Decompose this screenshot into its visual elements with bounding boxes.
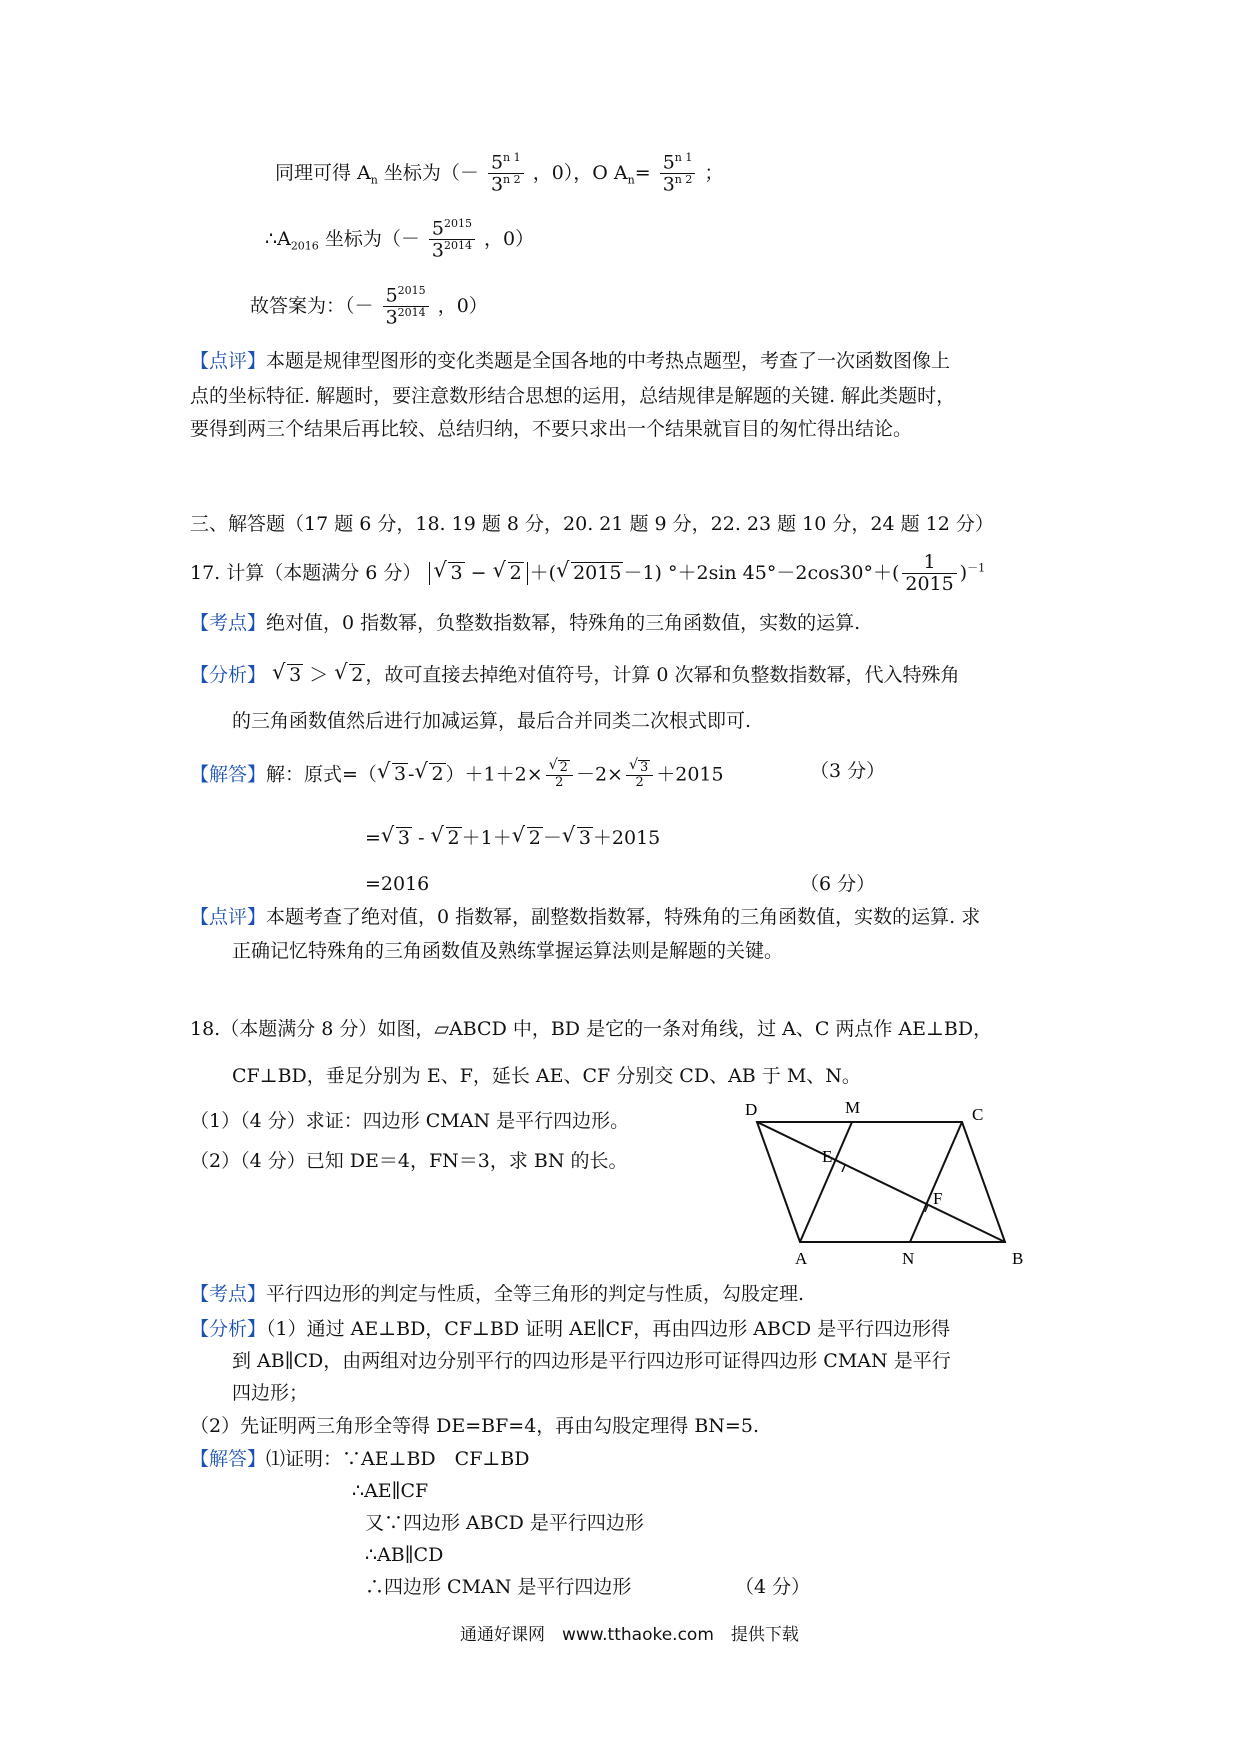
fraction-1-2015: $\frac{1}{2015}$ bbox=[902, 553, 956, 595]
section-heading: 三、解答题（17 题 6 分，18. 19 题 8 分，20. 21 题 9 分，22. 23 题 10 分，24 题 12 分） bbox=[190, 513, 994, 535]
q17-kaodian: 【考点】绝对值，0 指数幂，负整数指数幂，特殊角的三角函数值，实数的运算. bbox=[190, 612, 861, 634]
comment-tag: 【点评】 bbox=[190, 350, 267, 372]
comment-1-line-3: 要得到两三个结果后再比较、总结归纳，不要只求出一个结果就盲目的匆忙得出结论。 bbox=[190, 418, 913, 440]
segment-cn bbox=[910, 1122, 962, 1242]
q18-jieda-2: ∴AE∥CF bbox=[352, 1480, 429, 1502]
comment-1-line-1: 【点评】本题是规律型图形的变化类题是全国各地的中考热点题型，考查了一次函数图像上 bbox=[190, 350, 951, 372]
fraction-5-2015-3-2014: $\frac{5^{2015}}{3^{2014}}$ bbox=[429, 218, 475, 261]
q18-fenxi-2: 到 AB∥CD，由两组对边分别平行的四边形是平行四边形可证得四边形 CMAN 是平行 bbox=[232, 1350, 951, 1372]
label-a: A bbox=[795, 1249, 808, 1268]
q17-fenxi-2: 的三角函数值然后进行加减运算，最后合并同类二次根式即可. bbox=[232, 710, 752, 732]
q18-jieda-5: ∴四边形 CMAN 是平行四边形 bbox=[365, 1576, 632, 1598]
fraction-oan: $\frac{5^{n 1}}{3^{n 2}}$ bbox=[660, 152, 696, 195]
label-d: D bbox=[745, 1100, 758, 1119]
label-b: B bbox=[1012, 1249, 1024, 1268]
line-an-coordinate: 同理可得 $A_n$ 坐标为（－ $\frac{5^{n 1}}{3^{n 2}}$ ，0），O $A_n=$ $\frac{5^{n 1}}{3^{n 2}}$ ； bbox=[275, 151, 724, 196]
q18-problem-1: 18.（本题满分 8 分）如图，▱ABCD 中，BD 是它的一条对角线，过 A、C 两点作 AE⊥BD， bbox=[190, 1018, 993, 1040]
q18-fenxi-3: 四边形； bbox=[232, 1382, 309, 1404]
fraction-answer: $\frac{5^{2015}}{3^{2014}}$ bbox=[383, 285, 429, 328]
line-a2016-coordinate: $\therefore A_{2016}$ 坐标为（－ $\frac{5^{2015}}{3^{2014}}$ ，0） bbox=[265, 217, 535, 262]
label-f: F bbox=[933, 1189, 943, 1208]
q18-score-4: （4 分） bbox=[735, 1576, 811, 1598]
label-m: M bbox=[845, 1100, 861, 1117]
page-footer: 通通好课网 www.tthaoke.com 提供下载 bbox=[460, 1625, 799, 1645]
q18-fenxi-1: 【分析】（1）通过 AE⊥BD，CF⊥BD 证明 AE∥CF，再由四边形 ABCD 是平行四边形得 bbox=[190, 1318, 951, 1340]
q17-score-3: （3 分） bbox=[810, 760, 886, 782]
q18-problem-2: CF⊥BD，垂足分别为 E、F，延长 AE、CF 分别交 CD、AB 于 M、N。 bbox=[232, 1065, 861, 1087]
absolute-value: √ 3 − √ 2 bbox=[429, 562, 527, 585]
q17-jieda-1: 【解答】解：原式=（√ 3 -√ 2 ）＋1＋2× √ $\frac{2}{2}$ －2× √ $\frac{3}{2}$ ＋2015 bbox=[190, 760, 724, 791]
q17-dianping-2: 正确记忆特殊角的三角函数值及熟练掌握运算法则是解题的关键。 bbox=[232, 940, 784, 962]
fraction-5n-3n: $\frac{5^{n 1}}{3^{n 2}}$ bbox=[488, 152, 524, 195]
q18-jieda-3: 又∵四边形 ABCD 是平行四边形 bbox=[365, 1512, 644, 1534]
q17-score-6: （6 分） bbox=[800, 873, 876, 895]
q18-jieda-1: 【解答】⑴证明：∵AE⊥BD CF⊥BD bbox=[190, 1448, 530, 1470]
q18-kaodian: 【考点】平行四边形的判定与性质，全等三角形的判定与性质，勾股定理. bbox=[190, 1283, 805, 1305]
label-c: C bbox=[972, 1105, 984, 1124]
q18-sub-2: （2）（4 分）已知 DE＝4，FN＝3，求 BN 的长。 bbox=[190, 1150, 628, 1172]
label-n: N bbox=[902, 1249, 915, 1268]
comment-1-line-2: 点的坐标特征. 解题时，要注意数形结合思想的运用，总结规律是解题的关键. 解此类题时， bbox=[190, 385, 956, 407]
parallelogram-figure bbox=[740, 1100, 1040, 1270]
label-e: E bbox=[822, 1147, 833, 1166]
q17-dianping-1: 【点评】本题考查了绝对值，0 指数幂，副整数指数幂，特殊角的三角函数值，实数的运算. 求 bbox=[190, 906, 981, 928]
q18-sub-1: （1）（4 分）求证：四边形 CMAN 是平行四边形。 bbox=[190, 1110, 630, 1132]
q17-fenxi-1: 【分析】 √ 3 ＞ √ 2 ，故可直接去掉绝对值符号，计算 0 次幂和负整数指数幂，代入特殊角 bbox=[190, 664, 960, 687]
q17-problem: 17. 计算（本题满分 6 分） √ 3 − √ 2 ＋(√ 2015 －1) °＋2sin 45°－2cos30°＋( $\frac{1}{2015}$ )$^{-1}$ bbox=[190, 553, 985, 595]
q17-jieda-3: =2016 bbox=[365, 873, 430, 895]
q18-jieda-4: ∴AB∥CD bbox=[365, 1544, 444, 1566]
q17-jieda-2: =√ 3 - √ 2 ＋1＋√ 2 －√ 3 ＋2015 bbox=[365, 827, 660, 850]
q18-fenxi-4: （2）先证明两三角形全等得 DE=BF=4，再由勾股定理得 BN=5. bbox=[190, 1415, 759, 1437]
segment-am bbox=[800, 1122, 852, 1242]
line-answer: 故答案为：（－ $\frac{5^{2015}}{3^{2014}}$ ，0） bbox=[250, 284, 488, 329]
